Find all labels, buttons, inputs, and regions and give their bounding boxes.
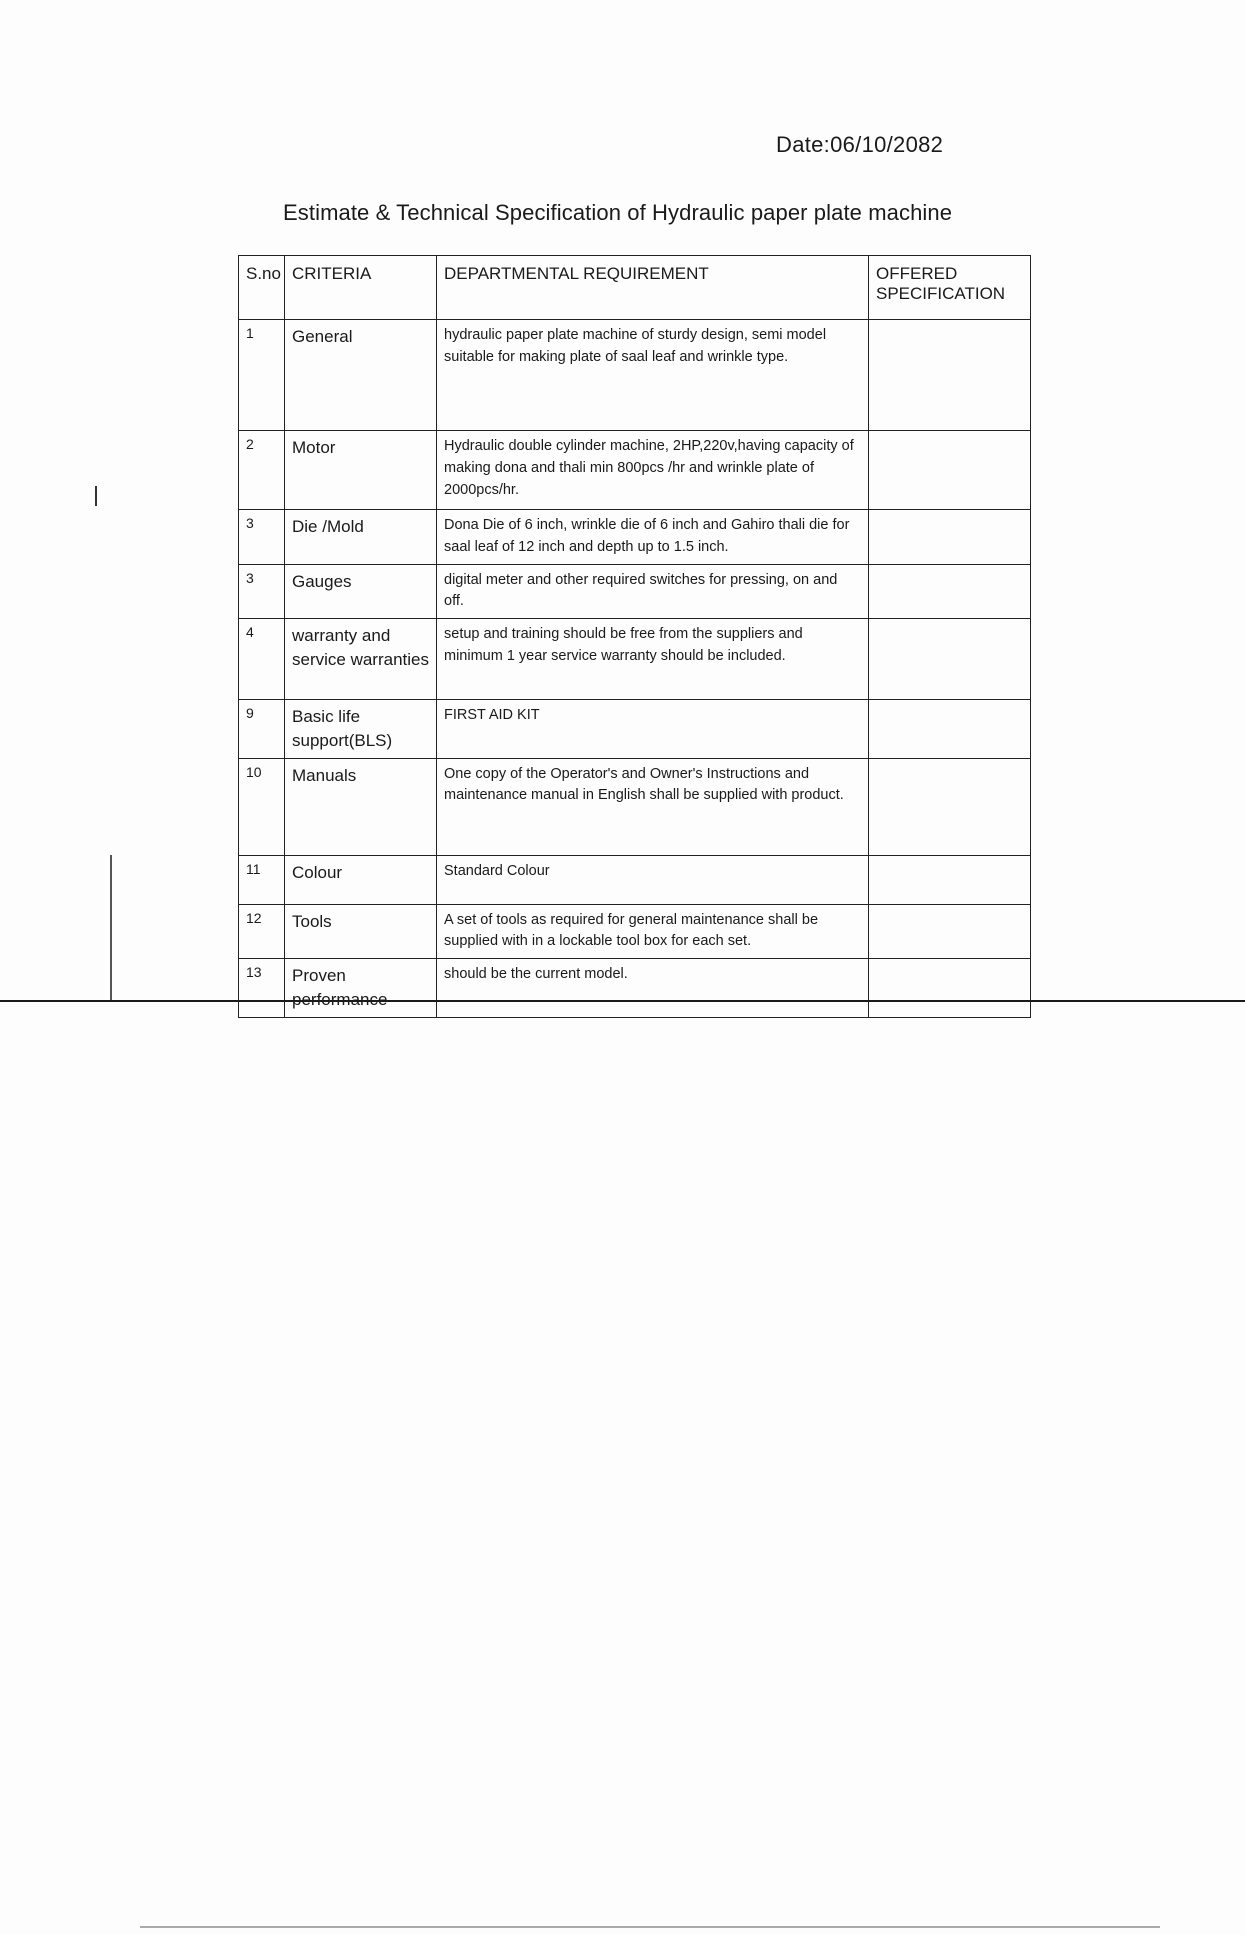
table-row — [239, 855, 1031, 904]
footer-edge-line — [140, 1926, 1160, 1928]
cell-sno: 9 — [239, 700, 285, 759]
cell-requirement: A set of tools as required for general maintenance shall be supplied with in a lockable tool box for each set. — [437, 904, 869, 959]
table-row — [239, 431, 1031, 510]
margin-line — [110, 855, 112, 1000]
document-date: Date:06/10/2082 — [776, 132, 944, 157]
cell-offered — [869, 959, 1031, 1018]
cell-criteria: Proven — [285, 959, 437, 1018]
header-requirement: DEPARTMENTAL REQUIREMENT — [437, 256, 869, 320]
cell-criteria: General — [285, 320, 437, 431]
cell-offered — [869, 510, 1031, 565]
cell-requirement: setup and training should be free from the suppliers and minimum 1 year service warranty should be included. — [437, 619, 869, 700]
cell-requirement: digital meter and other required switches for pressing, on and off. — [437, 564, 869, 619]
cell-offered — [869, 320, 1031, 431]
cell-requirement: should be the current model. — [437, 959, 869, 1018]
header-sno: S.no — [239, 256, 285, 320]
cell-criteria: Tools — [285, 904, 437, 959]
cell-requirement: Hydraulic double cylinder machine, 2HP,220v,having capacity of making dona and thali min 800pcs /hr and wrinkle plate of 2000pcs/hr. — [437, 431, 869, 510]
cell-sno: 10 — [239, 758, 285, 855]
cell-criteria: Gauges — [285, 564, 437, 619]
cell-sno: 1 — [239, 320, 285, 431]
cell-criteria: Die /Mold — [285, 510, 437, 565]
cell-sno: 13 — [239, 959, 285, 1018]
cell-criteria: Basic life support(BLS) — [285, 700, 437, 759]
cell-sno: 11 — [239, 855, 285, 904]
table-row — [239, 510, 1031, 565]
cell-offered — [869, 904, 1031, 959]
cell-offered — [869, 700, 1031, 759]
cell-offered — [869, 855, 1031, 904]
cell-offered — [869, 564, 1031, 619]
cell-sno: 3 — [239, 510, 285, 565]
table-row — [239, 959, 1031, 1018]
cell-requirement: FIRST AID KIT — [437, 700, 869, 759]
document-title: Estimate & Technical Specification of Hydraulic paper plate machine — [283, 200, 953, 225]
cell-requirement: Dona Die of 6 inch, wrinkle die of 6 inch and Gahiro thali die for saal leaf of 12 inch and depth up to 1.5 inch. — [437, 510, 869, 565]
cell-sno: 4 — [239, 619, 285, 700]
cell-requirement: hydraulic paper plate machine of sturdy design, semi model suitable for making plate of saal leaf and wrinkle type. — [437, 320, 869, 431]
table-row — [239, 904, 1031, 959]
cell-requirement: Standard Colour — [437, 855, 869, 904]
specification-table — [238, 255, 1031, 1018]
cell-offered — [869, 758, 1031, 855]
header-criteria: CRITERIA — [285, 256, 437, 320]
table-row — [239, 758, 1031, 855]
margin-mark — [95, 486, 97, 506]
cell-requirement: One copy of the Operator's and Owner's Instructions and maintenance manual in English shall be supplied with product. — [437, 758, 869, 855]
table-row — [239, 564, 1031, 619]
cell-offered — [869, 619, 1031, 700]
cell-criteria: Motor — [285, 431, 437, 510]
header-offered: OFFERED SPECIFICATION — [869, 256, 1031, 320]
cell-sno: 3 — [239, 564, 285, 619]
page-fold-line — [0, 1000, 1245, 1002]
cell-sno: 2 — [239, 431, 285, 510]
table-row — [239, 700, 1031, 759]
table-row — [239, 320, 1031, 431]
cell-sno: 12 — [239, 904, 285, 959]
cell-criteria: warranty and service warranties — [285, 619, 437, 700]
table-row — [239, 619, 1031, 700]
cell-criteria: Colour — [285, 855, 437, 904]
cell-criteria: Manuals — [285, 758, 437, 855]
table-header-row — [239, 256, 1031, 320]
cell-offered — [869, 431, 1031, 510]
